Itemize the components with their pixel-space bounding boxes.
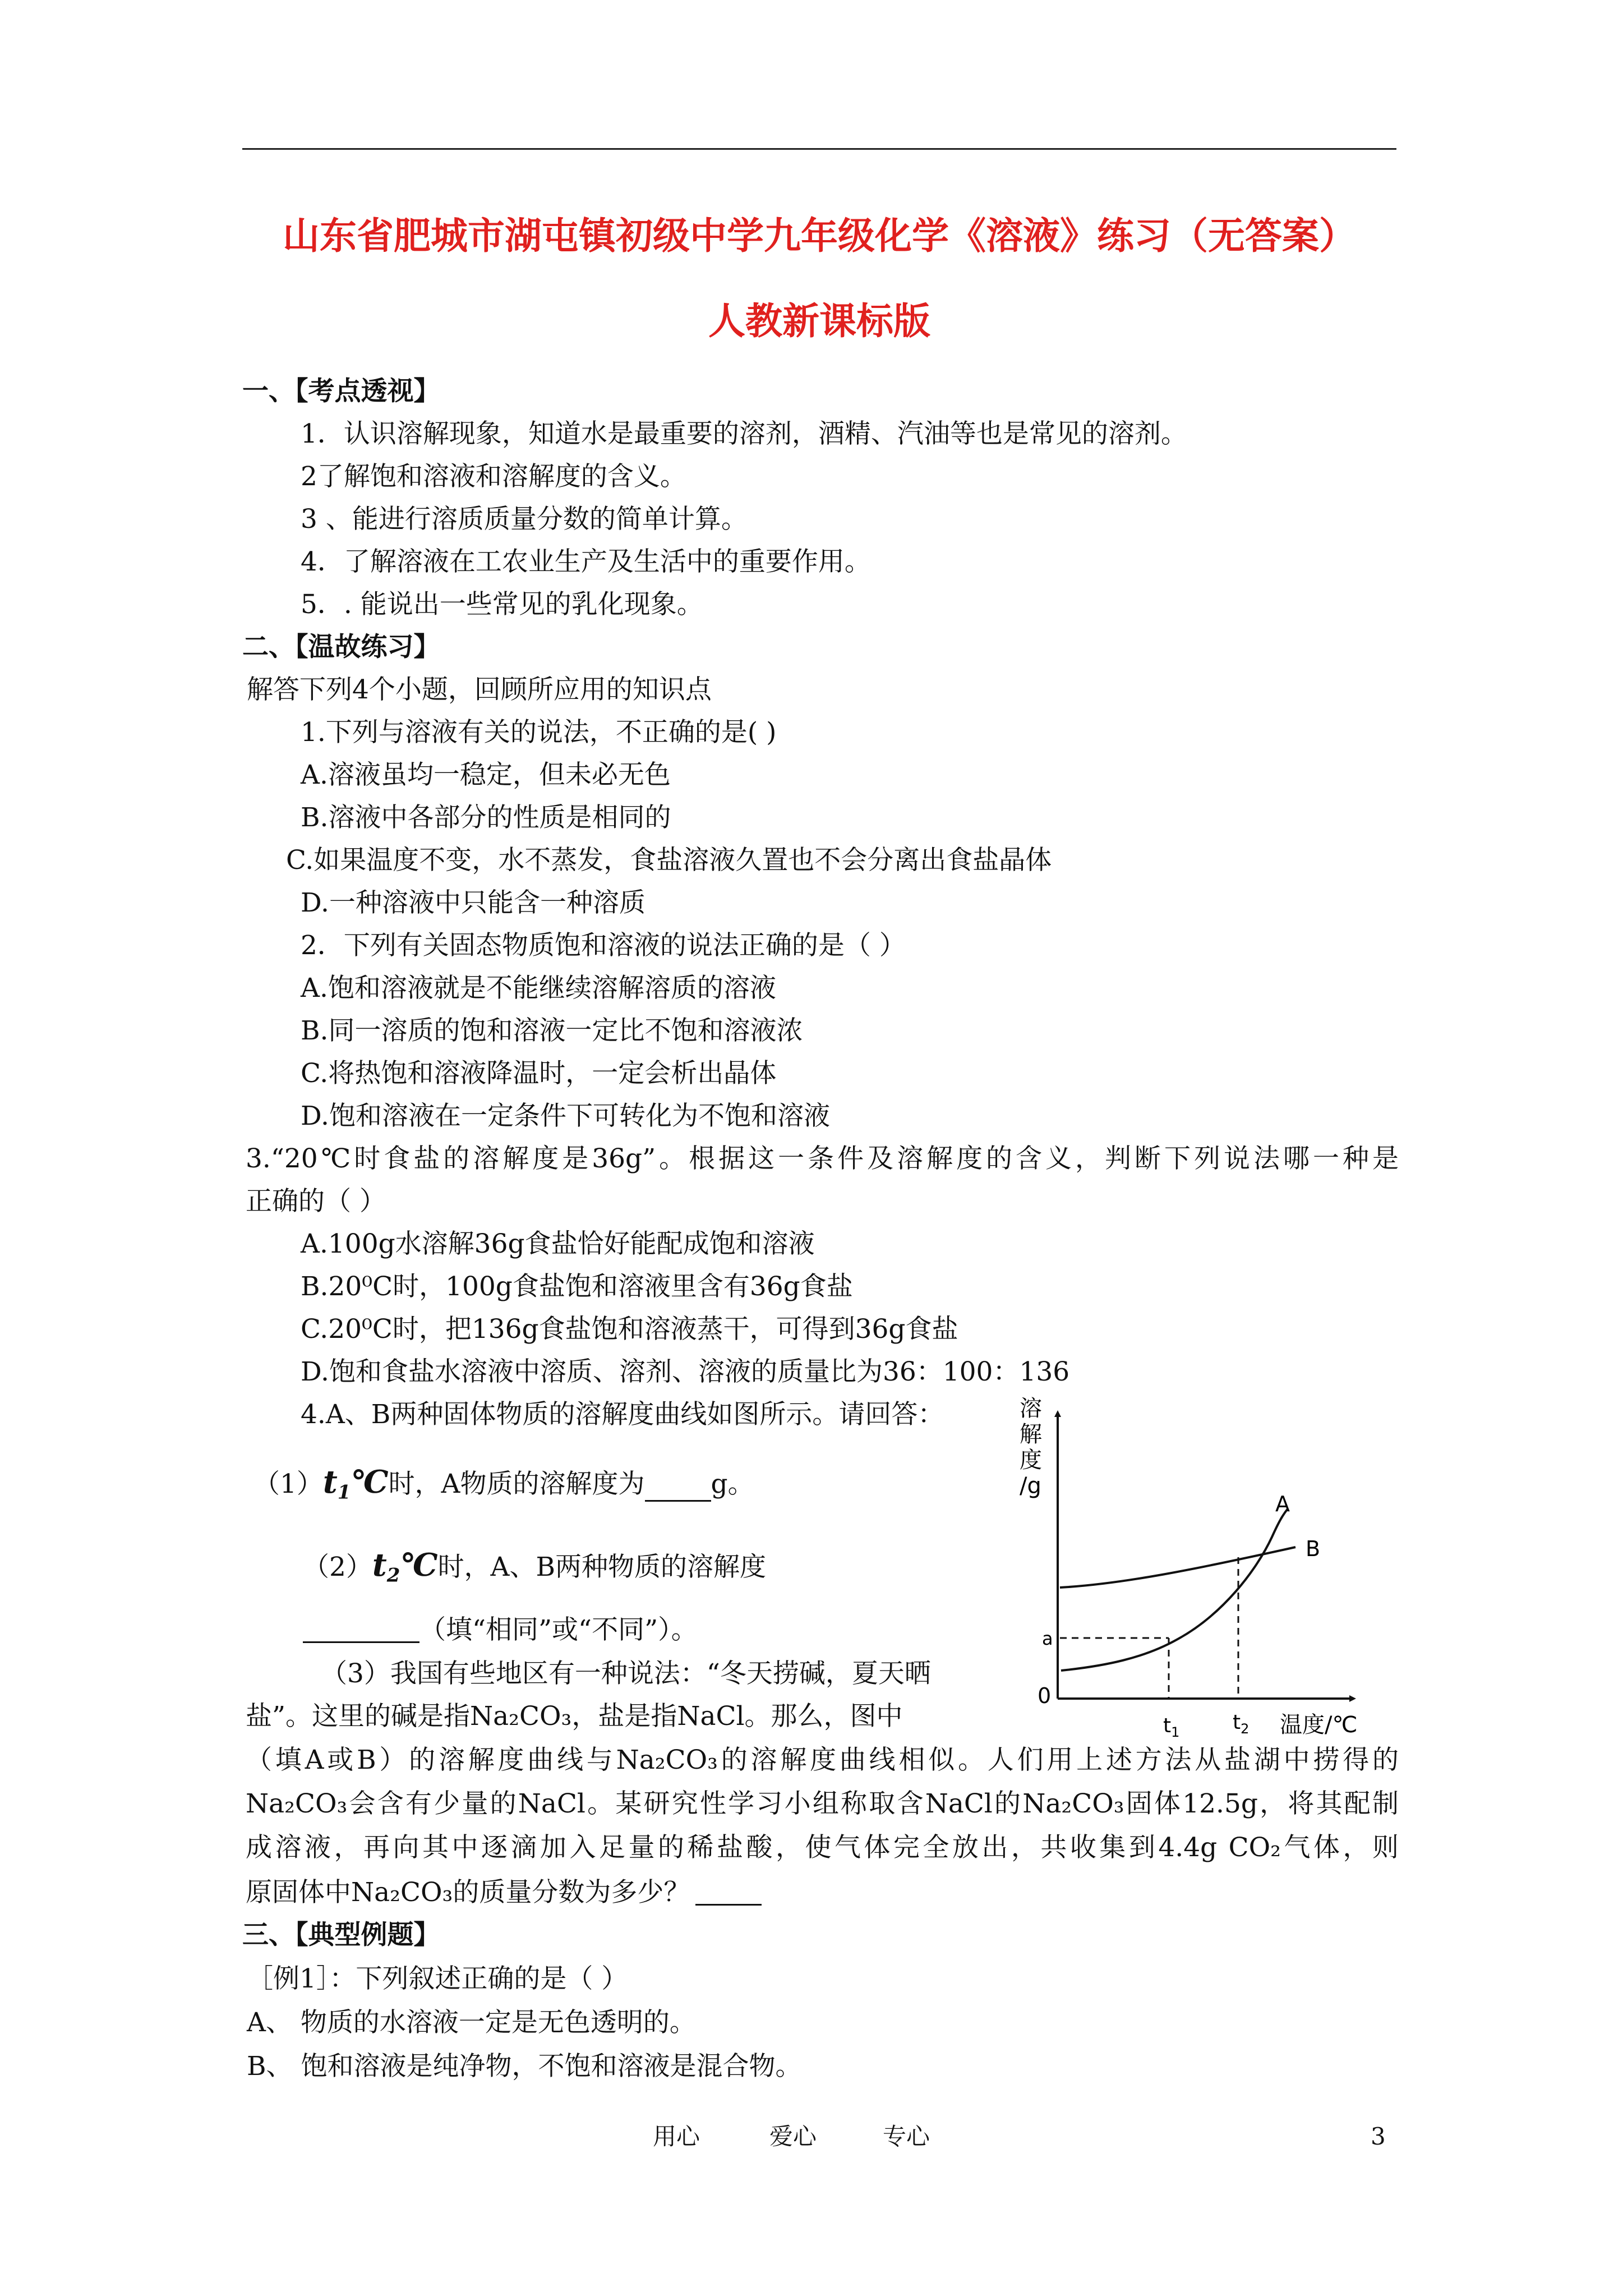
question-4-part-3: （3）我国有些地区有一种说法：“冬天捞碱，夏天晒 xyxy=(321,1658,931,1689)
answer-blank[interactable] xyxy=(303,1616,419,1643)
question-3-option: B.20⁰C时，100g食盐饱和溶液里含有36g食盐 xyxy=(301,1271,853,1302)
question-4-part-2-fill: （填“相同”或“不同”）。 xyxy=(303,1616,698,1643)
question-3-option: A.100g水溶解36g食盐恰好能配成饱和溶液 xyxy=(301,1228,815,1259)
t2-tick-label: $t_2$ xyxy=(1233,1711,1249,1737)
question-2-option: D.饱和溶液在一定条件下可转化为不饱和溶液 xyxy=(301,1101,830,1131)
footer-word: 专心 xyxy=(883,2123,930,2150)
section-intro: 解答下列4个小题，回顾所应用的知识点 xyxy=(247,674,712,705)
list-item: 2了解饱和溶液和溶解度的含义。 xyxy=(301,461,686,492)
question-1-option: D.一种溶液中只能含一种溶质 xyxy=(301,887,645,918)
curve-b-label: B xyxy=(1306,1536,1321,1561)
question-2-option: B.同一溶质的饱和溶液一定比不饱和溶液浓 xyxy=(301,1015,803,1046)
question-4-part-3-cont: Na₂CO₃会含有少量的NaCl。某研究性学习小组称取含NaCl的Na₂CO₃固体12.5g，将其配制 xyxy=(246,1788,1399,1819)
question-3-stem-cont: 正确的（ ） xyxy=(246,1186,386,1217)
curve-b xyxy=(1060,1547,1295,1588)
example-1-option: B、 饱和溶液是纯净物，不饱和溶液是混合物。 xyxy=(247,2051,802,2082)
list-item: 1．认识溶解现象，知道水是最重要的溶剂，酒精、汽油等也是常见的溶剂。 xyxy=(301,418,1187,449)
curve-a-label: A xyxy=(1275,1492,1290,1516)
section-heading-1: 一、【考点透视】 xyxy=(242,376,440,407)
question-4-part-3-cont: 盐”。这里的碱是指Na₂CO₃，盐是指NaCl。那么，图中 xyxy=(246,1701,903,1732)
y-axis-label-char: /g xyxy=(1020,1473,1041,1499)
y-tick-label: a xyxy=(1042,1628,1053,1649)
question-4-part-2: $(2)t_2℃$时，A、B两种物质的溶解度 xyxy=(303,1547,767,1587)
question-4-part-3-cont: 成溶液，再向其中逐滴加入足量的稀盐酸，使气体完全放出，共收集到4.4g CO₂气体，则 xyxy=(246,1832,1399,1863)
answer-blank[interactable] xyxy=(695,1878,762,1906)
t1-tick-label: $t_1$ xyxy=(1163,1714,1180,1739)
example-1-option: A、 物质的水溶液一定是无色透明的。 xyxy=(247,2007,696,2038)
question-1-option: C.如果温度不变，水不蒸发，食盐溶液久置也不会分离出食盐晶体 xyxy=(286,845,1052,876)
page-title: 山东省肥城市湖屯镇初级中学九年级化学《溶液》练习（无答案） xyxy=(283,214,1356,257)
question-2-option: C.将热饱和溶液降温时，一定会析出晶体 xyxy=(301,1058,777,1089)
header-rule xyxy=(242,148,1396,150)
footer-word: 爱心 xyxy=(769,2123,817,2150)
origin-label: 0 xyxy=(1038,1683,1052,1708)
list-item: 4．了解溶液在工农业生产及生活中的重要作用。 xyxy=(301,546,871,577)
question-1-option: B.溶液中各部分的性质是相同的 xyxy=(301,802,671,833)
question-1-option: A.溶液虽均一稳定，但未必无色 xyxy=(301,760,671,790)
curve-a xyxy=(1061,1509,1288,1671)
question-4-part-1: $(1)t_1℃$时，A物质的溶解度为 g。 xyxy=(253,1464,754,1504)
list-item: 5．. 能说出一些常见的乳化现象。 xyxy=(301,589,703,620)
question-1-stem: 1.下列与溶液有关的说法，不正确的是( ) xyxy=(301,717,777,748)
page-number: 3 xyxy=(1371,2123,1386,2150)
section-heading-2: 二、【温故练习】 xyxy=(242,632,440,662)
question-3-option: D.饱和食盐水溶液中溶质、溶剂、溶液的质量比为36：100：136 xyxy=(301,1356,1070,1387)
question-2-option: A.饱和溶液就是不能继续溶解溶质的溶液 xyxy=(301,973,776,1004)
solubility-curve-figure xyxy=(1009,1391,1391,1739)
question-3-option: C.20⁰C时，把136g食盐饱和溶液蒸干，可得到36g食盐 xyxy=(301,1314,958,1345)
example-1-stem: ［例1］：下列叙述正确的是（ ） xyxy=(247,1963,628,1994)
list-item: 3 、能进行溶质质量分数的简单计算。 xyxy=(301,504,748,535)
question-4-part-3-cont: 原固体中Na₂CO₃的质量分数为多少？ xyxy=(246,1878,762,1906)
y-axis-label-char: 溶 xyxy=(1020,1396,1042,1421)
question-3-stem: 3.“20℃时食盐的溶解度是36g”。根据这一条件及溶解度的含义，判断下列说法哪一种是 xyxy=(246,1143,1399,1174)
page-subtitle: 人教新课标版 xyxy=(708,300,930,343)
footer-word: 用心 xyxy=(653,2123,700,2150)
y-axis-label-char: 解 xyxy=(1020,1421,1042,1447)
section-heading-3: 三、【典型例题】 xyxy=(242,1920,440,1950)
question-4-stem: 4.A、B两种固体物质的溶解度曲线如图所示。请回答： xyxy=(301,1399,944,1430)
x-axis-label: 温度/℃ xyxy=(1280,1712,1358,1738)
answer-blank[interactable] xyxy=(645,1474,711,1502)
question-4-part-3-cont: （填A或B）的溶解度曲线与Na₂CO₃的溶解度曲线相似。人们用上述方法从盐湖中捞得的 xyxy=(246,1745,1399,1775)
question-2-stem: 2．下列有关固态物质饱和溶液的说法正确的是（ ） xyxy=(301,930,906,961)
y-axis-label-char: 度 xyxy=(1020,1447,1042,1473)
